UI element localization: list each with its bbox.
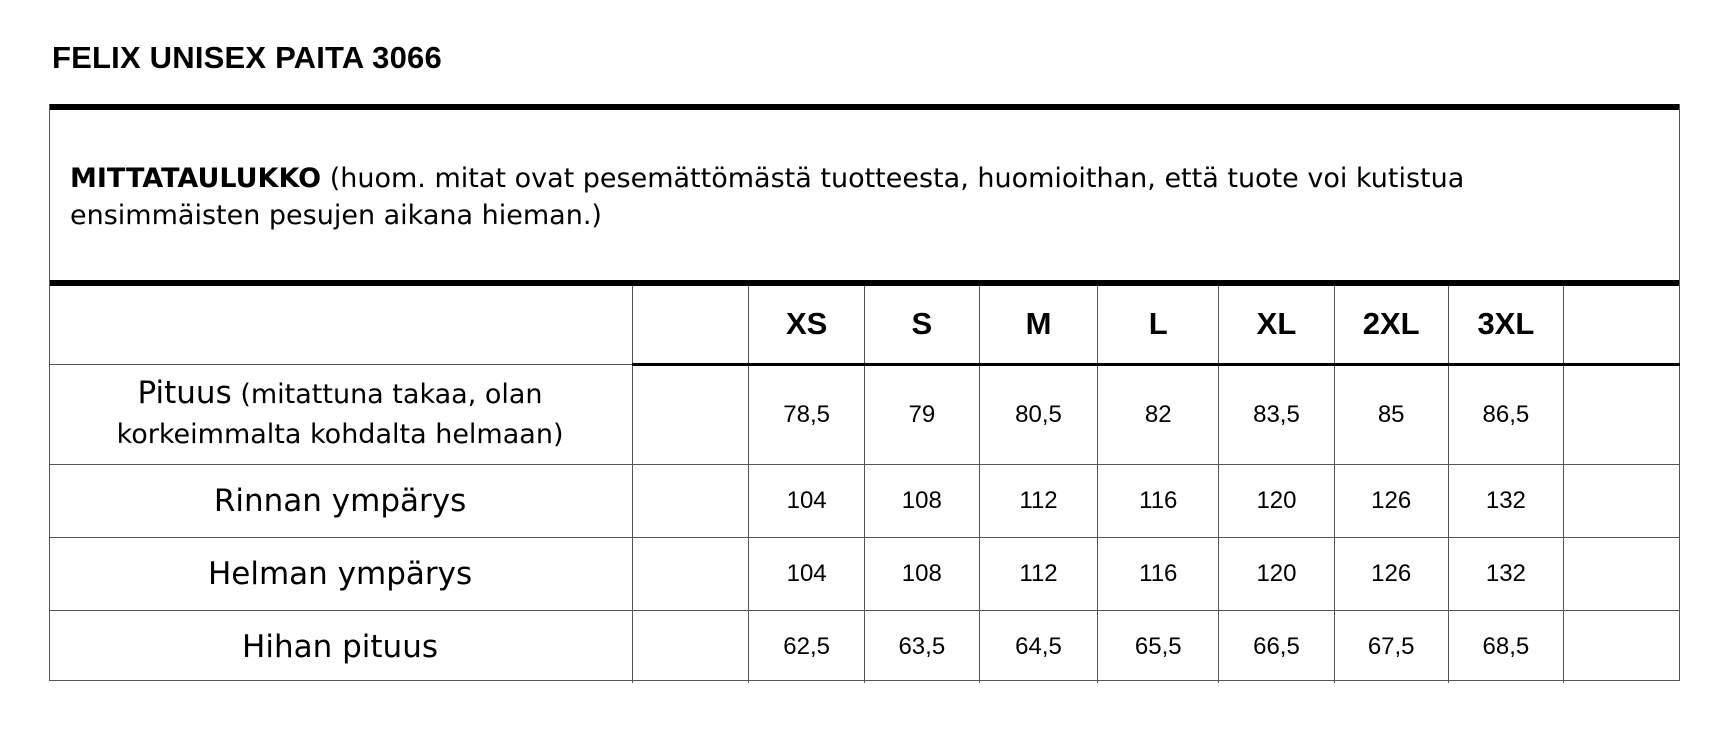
value-cell: 80,5 (979, 364, 1098, 464)
table-row (49, 610, 1680, 683)
size-chart-heading: MITTATAULUKKO (70, 163, 322, 194)
size-chart-note-text: (huom. mitat ovat pesemättömästä tuotteesta, huomioithan, että tuote voi kutistua ensimmäisten pesujen aikana hieman.) (70, 163, 1465, 231)
size-chart (49, 104, 1680, 681)
empty-cell (1564, 537, 1680, 610)
row-label: Hihan pituus (49, 610, 633, 683)
value-cell: 116 (1098, 464, 1219, 537)
value-cell: 66,5 (1219, 610, 1335, 683)
size-header-cell: XL (1219, 286, 1335, 364)
value-cell: 112 (979, 464, 1098, 537)
row-label: Rinnan ympärys (49, 464, 633, 537)
value-cell: 78,5 (749, 364, 865, 464)
value-cell: 86,5 (1448, 364, 1564, 464)
size-header-cell: L (1098, 286, 1219, 364)
size-header-cell: M (979, 286, 1098, 364)
value-cell: 67,5 (1334, 610, 1448, 683)
table-row (49, 537, 1680, 610)
row-label-main: Pituus (137, 375, 232, 411)
row-label (49, 364, 633, 464)
empty-cell (1564, 364, 1680, 464)
size-header-cell: 2XL (1334, 286, 1448, 364)
row-label-note: (mitattuna takaa, olan korkeimmalta kohdalta helmaan) (116, 379, 564, 450)
empty-cell (632, 364, 749, 464)
value-cell: 126 (1334, 537, 1448, 610)
value-cell: 108 (864, 464, 979, 537)
value-cell: 104 (749, 537, 865, 610)
size-header-cell: XS (749, 286, 865, 364)
empty-cell (632, 464, 749, 537)
value-cell: 132 (1448, 464, 1564, 537)
value-cell: 85 (1334, 364, 1448, 464)
value-cell: 63,5 (864, 610, 979, 683)
value-cell: 65,5 (1098, 610, 1219, 683)
value-cell: 120 (1219, 464, 1335, 537)
empty-cell (1564, 464, 1680, 537)
header-corner-cell (49, 286, 633, 364)
size-chart-note (70, 160, 1660, 234)
value-cell: 104 (749, 464, 865, 537)
value-cell: 132 (1448, 537, 1564, 610)
empty-cell (1564, 610, 1680, 683)
value-cell: 62,5 (749, 610, 865, 683)
table-row (49, 364, 1680, 464)
header-empty-cell (632, 286, 749, 364)
value-cell: 108 (864, 537, 979, 610)
row-label: Helman ympärys (49, 537, 633, 610)
top-rule (50, 104, 1679, 110)
size-header-row (49, 286, 1680, 364)
value-cell: 79 (864, 364, 979, 464)
header-empty-cell (1564, 286, 1680, 364)
value-cell: 64,5 (979, 610, 1098, 683)
value-cell: 68,5 (1448, 610, 1564, 683)
value-cell: 120 (1219, 537, 1335, 610)
empty-cell (632, 537, 749, 610)
table-row (49, 464, 1680, 537)
size-table (49, 286, 1680, 683)
value-cell: 82 (1098, 364, 1219, 464)
value-cell: 116 (1098, 537, 1219, 610)
value-cell: 126 (1334, 464, 1448, 537)
page-title: FELIX UNISEX PAITA 3066 (52, 40, 442, 75)
size-header-cell: 3XL (1448, 286, 1564, 364)
empty-cell (632, 610, 749, 683)
size-header-cell: S (864, 286, 979, 364)
value-cell: 112 (979, 537, 1098, 610)
value-cell: 83,5 (1219, 364, 1335, 464)
